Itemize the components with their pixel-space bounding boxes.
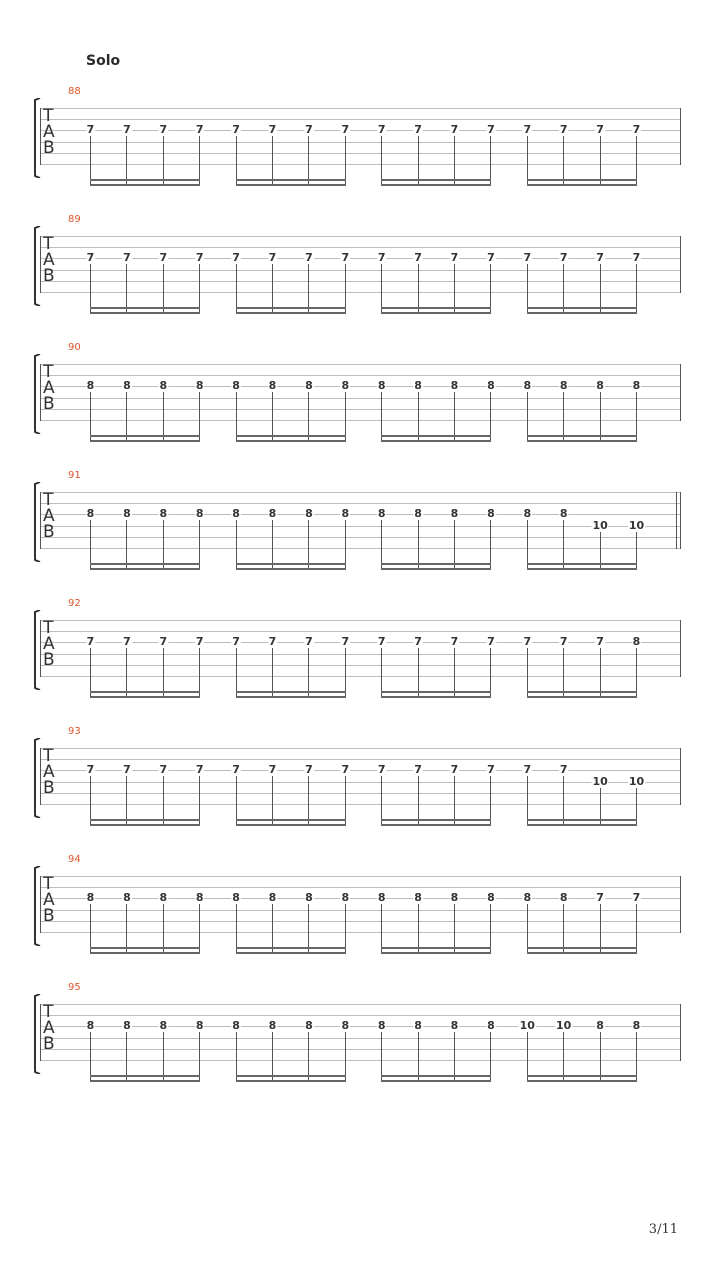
fret-number: 8 <box>123 1019 131 1033</box>
note-beam <box>381 440 491 442</box>
fret-number: 8 <box>341 507 350 521</box>
note-beam <box>381 435 491 437</box>
fret-number: 7 <box>450 251 459 265</box>
tab-clef-letter: B <box>43 906 55 926</box>
note-beam <box>236 563 346 565</box>
measure-number: 95 <box>68 982 81 993</box>
fret-number: 8 <box>195 891 204 905</box>
tab-clef-letter: A <box>43 122 55 142</box>
tab-clef-letter: T <box>43 106 54 126</box>
fret-number: 7 <box>232 123 240 137</box>
fret-number: 8 <box>123 379 131 393</box>
note-beam <box>527 691 637 693</box>
fret-number: 7 <box>86 123 95 137</box>
fret-number: 10 <box>628 518 645 532</box>
fret-number: 8 <box>123 507 131 521</box>
fret-number: 7 <box>559 251 568 265</box>
tab-staff <box>0 982 720 1116</box>
fret-number: 10 <box>592 774 608 788</box>
measure-number: 94 <box>68 854 81 865</box>
staff-line <box>40 921 681 922</box>
note-beam <box>236 435 346 437</box>
tab-clef-letter: B <box>43 394 55 414</box>
staff-line <box>40 386 681 387</box>
tab-staff <box>0 726 720 860</box>
fret-number: 7 <box>123 251 131 265</box>
staff-line <box>40 932 681 933</box>
staff-line <box>40 153 681 154</box>
fret-number: 8 <box>86 379 95 393</box>
fret-number: 8 <box>596 1019 604 1033</box>
staff-line <box>40 631 681 632</box>
fret-number: 8 <box>414 1019 422 1033</box>
fret-number: 7 <box>450 123 459 137</box>
fret-number: 7 <box>159 123 168 137</box>
barline-end <box>680 748 681 805</box>
barline-start <box>40 236 41 293</box>
fret-number: 8 <box>487 891 495 905</box>
barline-start <box>40 492 41 549</box>
note-beam <box>381 824 491 826</box>
note-beam <box>90 824 200 826</box>
fret-number: 8 <box>305 379 313 393</box>
note-beam <box>90 691 200 693</box>
fret-number: 7 <box>195 123 204 137</box>
note-beam <box>236 568 346 570</box>
fret-number: 8 <box>159 891 168 905</box>
note-beam <box>381 952 491 954</box>
fret-number: 8 <box>232 507 240 521</box>
tab-clef-letter: A <box>43 762 55 782</box>
fret-number: 7 <box>305 123 313 137</box>
fret-number: 8 <box>632 635 641 649</box>
staff-line <box>40 409 681 410</box>
fret-number: 7 <box>232 635 240 649</box>
fret-number: 8 <box>487 507 495 521</box>
fret-number: 7 <box>523 635 532 649</box>
fret-number: 7 <box>523 123 532 137</box>
fret-number: 8 <box>268 891 277 905</box>
fret-number: 8 <box>159 1019 168 1033</box>
fret-number: 7 <box>159 763 168 777</box>
staff-line <box>40 420 681 421</box>
fret-number: 8 <box>632 1019 641 1033</box>
measure-number: 91 <box>68 470 81 481</box>
note-beam <box>527 824 637 826</box>
fret-number: 8 <box>450 379 459 393</box>
note-beam <box>381 819 491 821</box>
fret-number: 10 <box>592 518 608 532</box>
note-beam <box>527 312 637 314</box>
fret-number: 8 <box>305 1019 313 1033</box>
note-beam <box>381 691 491 693</box>
staff-line <box>40 108 681 109</box>
fret-number: 8 <box>195 379 204 393</box>
fret-number: 8 <box>268 379 277 393</box>
measure-number: 88 <box>68 86 81 97</box>
note-beam <box>90 696 200 698</box>
fret-number: 7 <box>523 251 532 265</box>
note-beam <box>90 440 200 442</box>
fret-number: 8 <box>86 891 95 905</box>
tab-clef-letter: B <box>43 266 55 286</box>
tab-clef-letter: B <box>43 522 55 542</box>
fret-number: 7 <box>123 763 131 777</box>
note-beam <box>90 184 200 186</box>
tab-clef-letter: T <box>43 1002 54 1022</box>
fret-number: 8 <box>414 507 422 521</box>
staff-line <box>40 804 681 805</box>
measure-number: 89 <box>68 214 81 225</box>
fret-number: 8 <box>159 507 168 521</box>
note-beam <box>236 691 346 693</box>
staff-line <box>40 642 681 643</box>
fret-number: 8 <box>487 1019 495 1033</box>
note-beam <box>527 1075 637 1077</box>
fret-number: 8 <box>232 379 240 393</box>
note-beam <box>236 440 346 442</box>
note-beam <box>236 824 346 826</box>
fret-number: 7 <box>341 763 350 777</box>
staff-line <box>40 492 681 493</box>
measure-number: 92 <box>68 598 81 609</box>
fret-number: 8 <box>86 1019 95 1033</box>
fret-number: 7 <box>377 123 386 137</box>
staff-line <box>40 142 681 143</box>
note-beam <box>90 947 200 949</box>
tab-staff <box>0 342 720 476</box>
tab-clef-letter: T <box>43 618 54 638</box>
tab-clef-letter: T <box>43 874 54 894</box>
staff-line <box>40 130 681 131</box>
staff-line <box>40 526 681 527</box>
fret-number: 8 <box>596 379 604 393</box>
fret-number: 8 <box>377 891 386 905</box>
barline-start <box>40 876 41 933</box>
fret-number: 8 <box>487 379 495 393</box>
staff-line <box>40 898 681 899</box>
fret-number: 7 <box>596 635 604 649</box>
fret-number: 7 <box>268 251 277 265</box>
fret-number: 7 <box>86 763 95 777</box>
tab-clef-letter: A <box>43 378 55 398</box>
fret-number: 8 <box>86 507 95 521</box>
fret-number: 7 <box>305 763 313 777</box>
note-beam <box>527 952 637 954</box>
fret-number: 8 <box>523 891 532 905</box>
barline-end <box>680 236 681 293</box>
note-beam <box>527 947 637 949</box>
fret-number: 8 <box>377 1019 386 1033</box>
section-title: Solo <box>86 53 121 69</box>
note-beam <box>236 1075 346 1077</box>
barline-end <box>680 876 681 933</box>
fret-number: 7 <box>487 251 495 265</box>
fret-number: 7 <box>450 763 459 777</box>
note-beam <box>527 184 637 186</box>
tab-clef-letter: T <box>43 234 54 254</box>
tab-clef-letter: A <box>43 890 55 910</box>
note-beam <box>90 179 200 181</box>
note-beam <box>90 568 200 570</box>
note-beam <box>236 947 346 949</box>
note-beam <box>381 1080 491 1082</box>
fret-number: 7 <box>559 123 568 137</box>
staff-line <box>40 537 681 538</box>
measure-number: 90 <box>68 342 81 353</box>
fret-number: 8 <box>341 891 350 905</box>
fret-number: 10 <box>556 1019 572 1033</box>
staff-line <box>40 364 681 365</box>
staff-line <box>40 1015 681 1016</box>
staff-line <box>40 119 681 120</box>
staff-line <box>40 782 681 783</box>
fret-number: 10 <box>628 774 645 788</box>
fret-number: 8 <box>305 507 313 521</box>
staff-line <box>40 292 681 293</box>
fret-number: 8 <box>632 379 641 393</box>
staff-line <box>40 1060 681 1061</box>
fret-number: 7 <box>596 251 604 265</box>
tab-clef-letter: A <box>43 250 55 270</box>
staff-line <box>40 620 681 621</box>
note-beam <box>381 312 491 314</box>
fret-number: 8 <box>450 1019 459 1033</box>
staff-line <box>40 1049 681 1050</box>
staff-line <box>40 748 681 749</box>
tab-clef-letter: B <box>43 778 55 798</box>
staff-line <box>40 281 681 282</box>
tab-staff <box>0 470 720 604</box>
note-beam <box>527 696 637 698</box>
fret-number: 7 <box>487 123 495 137</box>
note-beam <box>236 184 346 186</box>
barline-end <box>680 108 681 165</box>
fret-number: 8 <box>195 507 204 521</box>
tab-clef-letter: B <box>43 1034 55 1054</box>
note-beam <box>381 184 491 186</box>
fret-number: 7 <box>341 123 350 137</box>
barline-start <box>40 748 41 805</box>
barline-end <box>680 492 681 549</box>
fret-number: 7 <box>632 891 641 905</box>
barline-start <box>40 108 41 165</box>
fret-number: 7 <box>414 763 422 777</box>
fret-number: 7 <box>341 635 350 649</box>
fret-number: 7 <box>559 635 568 649</box>
barline-double <box>676 492 677 549</box>
note-beam <box>527 179 637 181</box>
staff-line <box>40 759 681 760</box>
fret-number: 7 <box>414 635 422 649</box>
note-beam <box>236 1080 346 1082</box>
fret-number: 7 <box>159 635 168 649</box>
fret-number: 7 <box>414 123 422 137</box>
tab-staff <box>0 598 720 732</box>
note-beam <box>381 568 491 570</box>
barline-start <box>40 620 41 677</box>
note-beam <box>90 312 200 314</box>
staff-line <box>40 887 681 888</box>
fret-number: 7 <box>523 763 532 777</box>
note-beam <box>527 440 637 442</box>
note-beam <box>381 696 491 698</box>
tab-clef-letter: A <box>43 506 55 526</box>
note-beam <box>381 179 491 181</box>
fret-number: 7 <box>596 891 604 905</box>
fret-number: 8 <box>414 891 422 905</box>
fret-number: 8 <box>195 1019 204 1033</box>
fret-number: 7 <box>123 123 131 137</box>
staff-line <box>40 164 681 165</box>
tab-staff <box>0 214 720 348</box>
fret-number: 10 <box>519 1019 535 1033</box>
fret-number: 7 <box>632 251 641 265</box>
staff-line <box>40 876 681 877</box>
fret-number: 7 <box>268 763 277 777</box>
note-beam <box>236 952 346 954</box>
staff-line <box>40 1026 681 1027</box>
note-beam <box>90 1080 200 1082</box>
note-beam <box>527 1080 637 1082</box>
fret-number: 7 <box>195 635 204 649</box>
barline-start <box>40 364 41 421</box>
fret-number: 8 <box>159 379 168 393</box>
staff-line <box>40 548 681 549</box>
fret-number: 7 <box>232 763 240 777</box>
fret-number: 7 <box>596 123 604 137</box>
fret-number: 8 <box>377 507 386 521</box>
fret-number: 7 <box>232 251 240 265</box>
note-beam <box>236 312 346 314</box>
staff-line <box>40 375 681 376</box>
staff-line <box>40 503 681 504</box>
fret-number: 7 <box>86 635 95 649</box>
fret-number: 7 <box>123 635 131 649</box>
staff-line <box>40 247 681 248</box>
fret-number: 7 <box>487 763 495 777</box>
fret-number: 7 <box>268 635 277 649</box>
fret-number: 8 <box>341 1019 350 1033</box>
note-beam <box>236 307 346 309</box>
fret-number: 7 <box>450 635 459 649</box>
fret-number: 7 <box>195 763 204 777</box>
fret-number: 7 <box>377 251 386 265</box>
staff-line <box>40 1004 681 1005</box>
tab-staff <box>0 854 720 988</box>
staff-line <box>40 793 681 794</box>
barline-end <box>680 1004 681 1061</box>
note-beam <box>236 179 346 181</box>
fret-number: 8 <box>341 379 350 393</box>
fret-number: 7 <box>195 251 204 265</box>
fret-number: 7 <box>268 123 277 137</box>
staff-line <box>40 665 681 666</box>
staff-line <box>40 398 681 399</box>
fret-number: 7 <box>377 763 386 777</box>
fret-number: 8 <box>523 507 532 521</box>
tab-clef-letter: T <box>43 362 54 382</box>
fret-number: 7 <box>159 251 168 265</box>
tab-clef-letter: T <box>43 490 54 510</box>
staff-line <box>40 236 681 237</box>
fret-number: 7 <box>305 251 313 265</box>
note-beam <box>381 307 491 309</box>
note-beam <box>90 563 200 565</box>
fret-number: 7 <box>414 251 422 265</box>
note-beam <box>90 435 200 437</box>
note-beam <box>527 819 637 821</box>
fret-number: 7 <box>487 635 495 649</box>
fret-number: 7 <box>305 635 313 649</box>
staff-line <box>40 258 681 259</box>
fret-number: 8 <box>414 379 422 393</box>
note-beam <box>236 696 346 698</box>
tab-clef-letter: B <box>43 138 55 158</box>
fret-number: 7 <box>341 251 350 265</box>
fret-number: 8 <box>559 891 568 905</box>
note-beam <box>381 947 491 949</box>
fret-number: 8 <box>232 891 240 905</box>
tab-staff <box>0 86 720 220</box>
fret-number: 8 <box>268 507 277 521</box>
fret-number: 8 <box>450 507 459 521</box>
note-beam <box>90 1075 200 1077</box>
note-beam <box>90 307 200 309</box>
note-beam <box>381 1075 491 1077</box>
fret-number: 8 <box>123 891 131 905</box>
barline-start <box>40 1004 41 1061</box>
staff-line <box>40 910 681 911</box>
note-beam <box>527 568 637 570</box>
fret-number: 8 <box>377 379 386 393</box>
tab-clef-letter: B <box>43 650 55 670</box>
staff-line <box>40 1038 681 1039</box>
fret-number: 7 <box>86 251 95 265</box>
note-beam <box>90 952 200 954</box>
page-number: 3/11 <box>648 1222 678 1237</box>
fret-number: 8 <box>305 891 313 905</box>
staff-line <box>40 770 681 771</box>
note-beam <box>236 819 346 821</box>
note-beam <box>527 435 637 437</box>
fret-number: 7 <box>632 123 641 137</box>
fret-number: 8 <box>559 379 568 393</box>
staff-line <box>40 270 681 271</box>
barline-end <box>680 364 681 421</box>
staff-line <box>40 654 681 655</box>
fret-number: 8 <box>450 891 459 905</box>
note-beam <box>527 307 637 309</box>
tab-clef-letter: A <box>43 634 55 654</box>
note-beam <box>381 563 491 565</box>
staff-line <box>40 676 681 677</box>
fret-number: 8 <box>268 1019 277 1033</box>
fret-number: 7 <box>377 635 386 649</box>
fret-number: 7 <box>559 763 568 777</box>
note-beam <box>527 563 637 565</box>
tab-clef-letter: A <box>43 1018 55 1038</box>
measure-number: 93 <box>68 726 81 737</box>
staff-line <box>40 514 681 515</box>
fret-number: 8 <box>559 507 568 521</box>
note-beam <box>90 819 200 821</box>
fret-number: 8 <box>232 1019 240 1033</box>
tab-clef-letter: T <box>43 746 54 766</box>
fret-number: 8 <box>523 379 532 393</box>
barline-end <box>680 620 681 677</box>
